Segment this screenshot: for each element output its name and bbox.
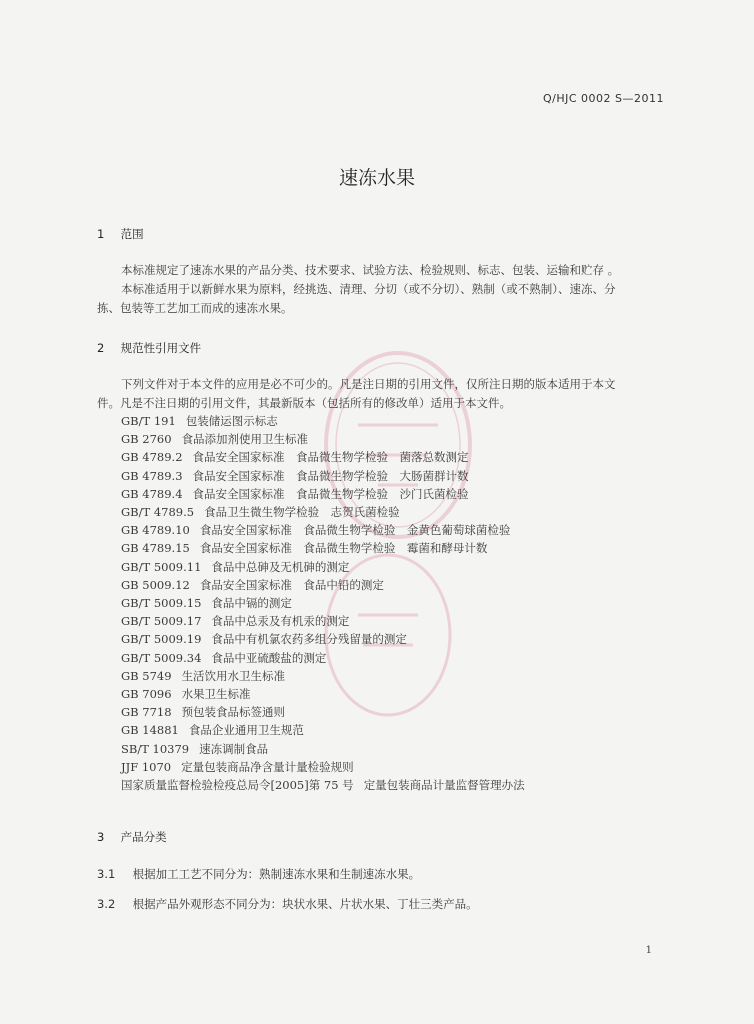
- reference-item: [121, 776, 681, 794]
- section-title: 产品分类: [120, 830, 167, 844]
- reference-item: [121, 539, 681, 557]
- reference-item: [121, 503, 681, 521]
- reference-code: JJF 1070: [121, 759, 172, 774]
- reference-code: GB/T 5009.34: [121, 650, 202, 665]
- reference-item: [121, 685, 681, 703]
- reference-item: [121, 485, 681, 503]
- reference-code: GB 7718: [121, 705, 172, 720]
- normative-intro-line-1: 下列文件对于本文件的应用是必不可少的。凡是注日期的引用文件，仅所注日期的版本适用于本文: [121, 377, 616, 391]
- section-title: 范围: [120, 227, 144, 241]
- reference-title: 食品中总砷及无机砷的测定: [211, 559, 350, 574]
- reference-title: 水果卫生标准: [181, 687, 251, 702]
- page-number: 1: [645, 945, 652, 956]
- clause-3-2: [97, 896, 478, 912]
- section-title: 规范性引用文件: [120, 341, 202, 355]
- section-number: 3: [97, 830, 105, 844]
- section-number: 2: [97, 341, 105, 355]
- reference-code: GB 4789.4: [121, 486, 183, 501]
- section-heading-normative: [97, 340, 201, 356]
- reference-code: GB 2760: [121, 432, 172, 447]
- reference-item: [121, 448, 681, 466]
- reference-item: [121, 740, 681, 758]
- section-heading-classification: [97, 829, 167, 845]
- reference-code: GB/T 5009.17: [121, 614, 202, 629]
- clause-text: 根据产品外观形态不同分为：块状水果、片状水果、丁壮三类产品。: [132, 897, 478, 911]
- reference-title: 食品企业通用卫生规范: [188, 723, 304, 738]
- reference-title: 食品安全国家标准 食品微生物学检验 大肠菌群计数: [192, 468, 469, 483]
- scope-paragraph-2-line-2: 拣、包装等工艺加工而成的速冻水果。: [97, 301, 293, 315]
- normative-intro-line-2: 件。凡是不注日期的引用文件，其最新版本（包括所有的修改单）适用于本文件。: [97, 396, 511, 410]
- reference-item: [121, 521, 681, 539]
- scope-paragraph-2-line-1: 本标准适用于以新鲜水果为原料，经挑选、清理、分切（或不分切）、熟制（或不熟制）、速冻、分: [121, 282, 616, 296]
- reference-title: 食品安全国家标准 食品微生物学检验 金黄色葡萄球菌检验: [199, 523, 511, 538]
- reference-item: [121, 558, 681, 576]
- reference-item: [121, 576, 681, 594]
- reference-title: 食品中镉的测定: [211, 596, 292, 611]
- document-number: Q/HJC 0002 S—2011: [542, 92, 664, 105]
- reference-code: GB 5749: [121, 668, 172, 683]
- reference-item: [121, 467, 681, 485]
- reference-item: [121, 703, 681, 721]
- scope-paragraph-1: 本标准规定了速冻水果的产品分类、技术要求、试验方法、检验规则、标志、包装、运输和贮存 。: [121, 263, 620, 277]
- reference-title: 定量包装商品净含量计量检验规则: [181, 759, 354, 774]
- reference-code: GB 7096: [121, 687, 172, 702]
- reference-item: [121, 721, 681, 739]
- reference-code: GB 5009.12: [121, 577, 190, 592]
- reference-title: 预包装食品标签通则: [181, 705, 286, 720]
- clause-3-1: [97, 866, 420, 882]
- reference-code: GB 4789.2: [121, 450, 183, 465]
- reference-code: GB/T 5009.11: [121, 559, 202, 574]
- reference-code: GB 4789.15: [121, 541, 190, 556]
- reference-title: 定量包装商品计量监督管理办法: [363, 778, 525, 793]
- reference-code: GB/T 5009.19: [121, 632, 202, 647]
- reference-item: [121, 667, 681, 685]
- reference-list: [121, 412, 681, 794]
- reference-item: [121, 612, 681, 630]
- reference-title: 食品安全国家标准 食品中铅的测定: [199, 577, 384, 592]
- reference-title: 食品安全国家标准 食品微生物学检验 霉菌和酵母计数: [199, 541, 488, 556]
- reference-code: SB/T 10379: [121, 741, 190, 756]
- reference-title: 食品中总汞及有机汞的测定: [211, 614, 350, 629]
- reference-title: 包装储运图示标志: [185, 414, 278, 428]
- reference-code: GB/T 4789.5: [121, 505, 195, 520]
- reference-item: [121, 430, 681, 448]
- section-number: 1: [97, 227, 105, 241]
- reference-title: 食品中亚硫酸盐的测定: [211, 650, 327, 665]
- reference-title: 食品安全国家标准 食品微生物学检验 菌落总数测定: [192, 450, 469, 465]
- reference-item: [121, 758, 681, 776]
- reference-code: GB/T 5009.15: [121, 596, 202, 611]
- reference-code: GB 4789.10: [121, 523, 190, 538]
- reference-code: 国家质量监督检验检疫总局令[2005]第 75 号: [121, 778, 354, 793]
- reference-code: GB 14881: [121, 723, 179, 738]
- normative-intro: [97, 375, 667, 413]
- document-title: 速冻水果: [338, 167, 415, 189]
- clause-number: 3.1: [97, 867, 116, 881]
- reference-item: [121, 594, 681, 612]
- reference-code: GB 4789.3: [121, 468, 183, 483]
- reference-title: 食品添加剂使用卫生标准: [181, 432, 309, 447]
- reference-title: 食品卫生微生物学检验 志贺氏菌检验: [204, 505, 400, 520]
- reference-item: [121, 412, 681, 430]
- reference-title: 生活饮用水卫生标准: [181, 668, 286, 683]
- clause-text: 根据加工工艺不同分为：熟制速冻水果和生制速冻水果。: [132, 867, 421, 881]
- reference-title: 食品安全国家标准 食品微生物学检验 沙门氏菌检验: [192, 486, 469, 501]
- clause-number: 3.2: [97, 897, 116, 911]
- reference-title: 速冻调制食品: [199, 741, 269, 756]
- reference-code: GB/T 191: [121, 414, 176, 428]
- reference-item: [121, 649, 681, 667]
- section-heading-scope: [97, 226, 144, 242]
- reference-item: [121, 630, 681, 648]
- scope-paragraphs: [97, 261, 667, 318]
- reference-title: 食品中有机氯农药多组分残留量的测定: [211, 632, 407, 647]
